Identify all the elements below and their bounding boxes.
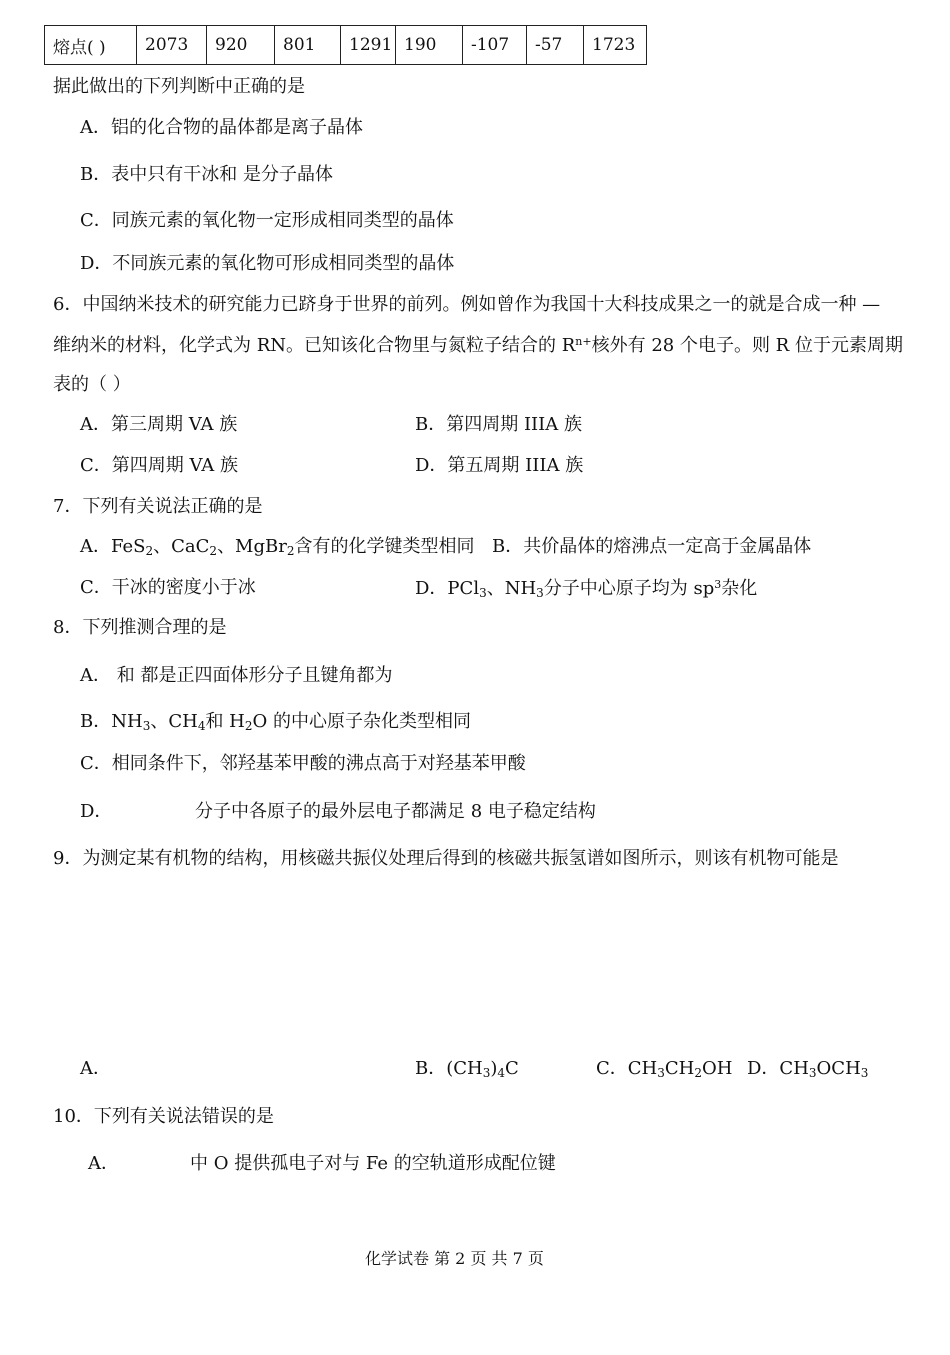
melting-point-table [44,25,647,65]
q6-option-c: C．第四周期 VA 族 [80,455,238,476]
q9-stem: 9．为测定某有机物的结构，用核磁共振仪处理后得到的核磁共振氢谱如图所示，则该有机物可能是 [53,848,839,869]
q9-option-b: B．$(CH_3)_4C$ [415,1058,519,1080]
table-cell: 920 [207,26,275,65]
q5-option-b: B．表中只有干冰和 是分子晶体 [80,164,333,185]
q6-option-d: D．第五周期 IIIA 族 [415,455,584,476]
table-cell: -57 [527,26,584,65]
q5-option-c: C．同族元素的氧化物一定形成相同类型的晶体 [80,210,454,231]
q6-option-b: B．第四周期 IIIA 族 [415,414,583,435]
q6-stem-line3: 表的（ ） [53,374,131,395]
q6-stem-line1: 6．中国纳米技术的研究能力已跻身于世界的前列。例如曾作为我国十大科技成果之一的就是合成一种 — [53,294,881,315]
q6-line2-text: 维纳米的材料，化学式为 RN。已知该化合物里与氮粒子结合的 R [53,335,576,356]
q8-option-a: A． 和 都是正四面体形分子且键角都为 [80,665,393,686]
q9-option-d: D．$CH_3OCH_3$ [747,1058,869,1080]
q7-stem: 7．下列有关说法正确的是 [53,496,263,517]
q8-option-c: C．相同条件下，邻羟基苯甲酸的沸点高于对羟基苯甲酸 [80,753,526,774]
table-cell: -107 [463,26,527,65]
q10-option-a-label: A． [88,1153,119,1174]
q5-option-d: D．不同族元素的氧化物可形成相同类型的晶体 [80,253,455,274]
q5-stem: 据此做出的下列判断中正确的是 [53,76,305,97]
q7-option-d: D．PCl$_3$、$NH_3$分子中心原子均为 $sp^3$杂化 [415,578,758,600]
q6-option-a: A．第三周期 VA 族 [80,414,238,435]
q10-stem: 10．下列有关说法错误的是 [53,1106,274,1127]
q9-option-c: C．$CH_3CH_2OH$ [596,1058,733,1080]
q8-stem: 8．下列推测合理的是 [53,617,227,638]
q7-option-a: A．FeS$_2$、CaC$_2$、MgBr$_2$含有的化学键类型相同 [80,536,475,558]
table-header-cell: 熔点( ) [45,26,137,65]
q7-option-b: B．共价晶体的熔沸点一定高于金属晶体 [492,536,812,557]
q8-option-b: B．$NH_3$、$CH_4$和 $H_2O$ 的中心原子杂化类型相同 [80,711,471,733]
page-footer: 化学试卷 第 2 页 共 7 页 [365,1249,544,1268]
table-cell: 2073 [137,26,207,65]
table-row [45,26,647,65]
q5-option-a: A．铝的化合物的晶体都是离子晶体 [80,117,363,138]
q6-line2-text: 核外有 28 个电子。则 R 位于元素周期 [591,335,903,356]
table-cell: 1723 [584,26,647,65]
q10-option-a-text: 中 O 提供孤电子对与 Fe 的空轨道形成配位键 [190,1153,556,1174]
charge-superscript: n+ [575,335,592,348]
q6-stem-line2 [53,336,903,355]
table-cell: 801 [275,26,341,65]
q7-option-c: C．干冰的密度小于冰 [80,577,256,598]
q8-option-d-text: 分子中各原子的最外层电子都满足 8 电子稳定结构 [195,801,596,822]
q8-option-d-label: D． [80,801,113,822]
table-cell: 1291 [341,26,396,65]
q9-option-a: A． [80,1058,111,1079]
table-cell: 190 [396,26,463,65]
